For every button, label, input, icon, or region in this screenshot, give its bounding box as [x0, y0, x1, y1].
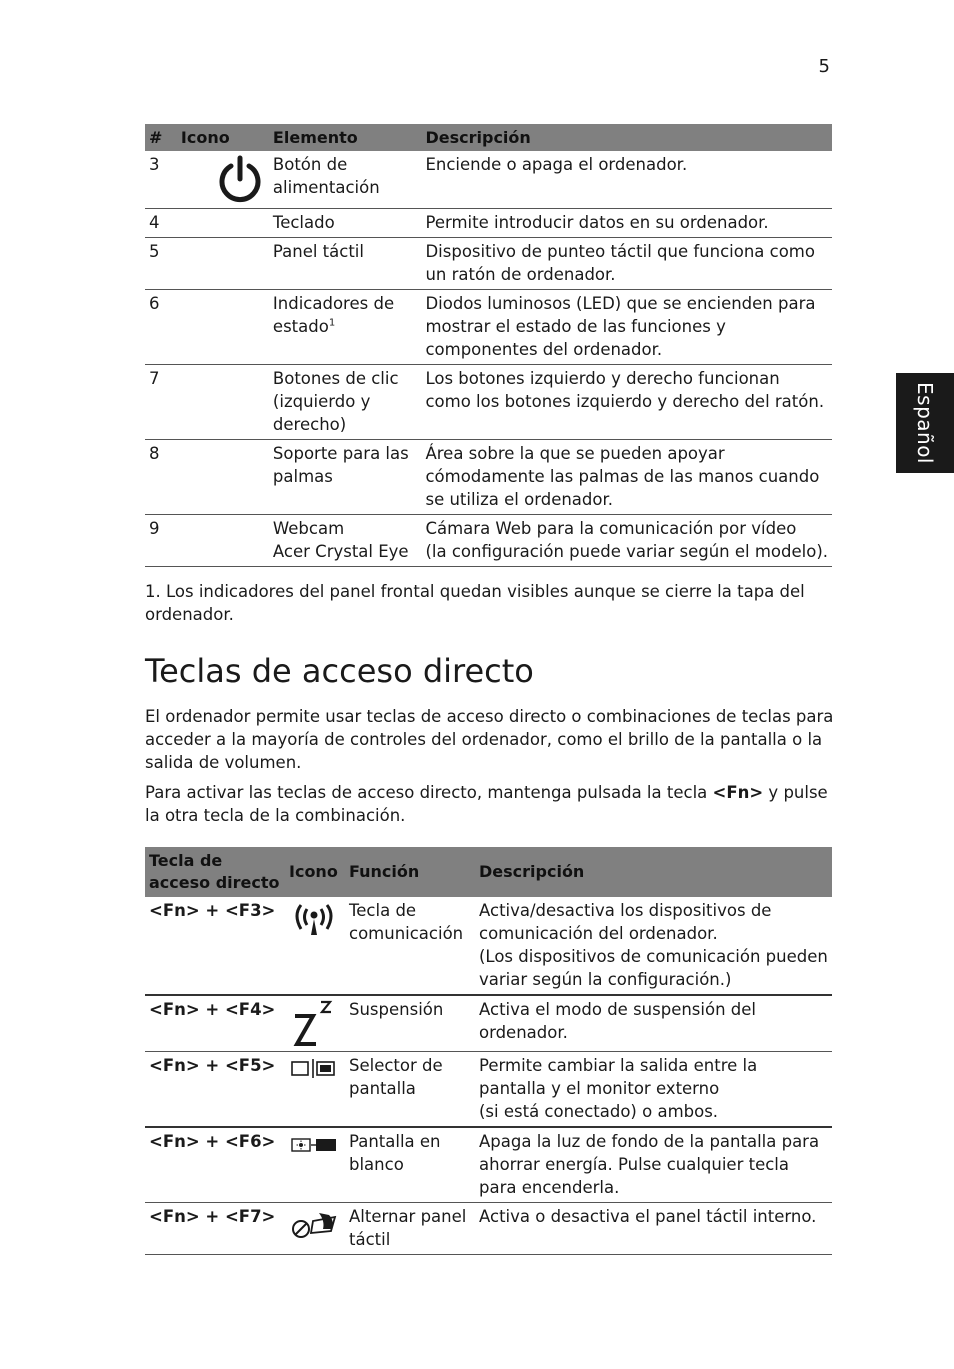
row-icon-cell: [177, 238, 269, 290]
header-function: Función: [345, 847, 475, 897]
row-element: [269, 515, 422, 567]
row-description-line: (si está conectado) o ambos.: [479, 1102, 719, 1121]
row-icon-cell: [177, 151, 269, 209]
table-row: [145, 290, 832, 365]
row-element: Panel táctil: [269, 238, 422, 290]
row-icon-cell: [177, 515, 269, 567]
footnote: 1. Los indicadores del panel frontal quedan visibles aunque se cierre la tapa del ordenador.: [145, 582, 805, 624]
row-description: [475, 1052, 832, 1128]
row-description-line: (la configuración puede variar según el modelo).: [425, 542, 828, 561]
header-element: Elemento: [269, 124, 422, 151]
row-function: Pantalla en blanco: [345, 1127, 475, 1203]
row-description: [475, 897, 832, 995]
row-function: Tecla de comunicación: [345, 897, 475, 995]
table-row: [145, 151, 832, 209]
hotkeys-table-header: [145, 847, 832, 897]
table-row: [145, 995, 832, 1052]
row-description: Activa el modo de suspensión del ordenador.: [475, 995, 832, 1052]
table-row: [145, 209, 832, 238]
row-icon-cell: [285, 995, 345, 1052]
section-title: Teclas de acceso directo: [145, 652, 534, 690]
language-tab: [896, 373, 954, 473]
header-description: Descripción: [421, 124, 832, 151]
row-element: Teclado: [269, 209, 422, 238]
display-toggle-icon: [289, 1054, 339, 1084]
language-tab-label: Español: [913, 382, 937, 464]
row-num: 8: [145, 440, 177, 515]
row-icon-cell: [177, 440, 269, 515]
sleep-icon: [289, 998, 339, 1048]
fn-key: <Fn>: [712, 783, 764, 802]
row-icon-cell: [285, 897, 345, 995]
row-key: <Fn> + <F5>: [145, 1052, 285, 1128]
components-table: [145, 124, 832, 567]
touchpad-toggle-icon: [289, 1205, 339, 1245]
row-description-line: Cámara Web para la comunicación por vídeo: [425, 519, 797, 538]
hotkeys-table: [145, 847, 832, 1255]
row-icon-cell: [285, 1127, 345, 1203]
row-num: 7: [145, 365, 177, 440]
instruction-paragraph: [145, 781, 835, 827]
table-row: [145, 1052, 832, 1128]
row-description: Enciende o apaga el ordenador.: [421, 151, 832, 209]
table-row: [145, 238, 832, 290]
row-description: Activa o desactiva el panel táctil interno.: [475, 1203, 832, 1255]
table-row: [145, 1127, 832, 1203]
row-key: <Fn> + <F3>: [145, 897, 285, 995]
intro-paragraph: El ordenador permite usar teclas de acceso directo o combinaciones de teclas para acceder a la mayoría de controles del ordenador, como el brillo de la pantalla o la salida de volumen.: [145, 707, 834, 772]
row-description: Los botones izquierdo y derecho funcionan como los botones izquierdo y derecho del ratón.: [421, 365, 832, 440]
row-icon-cell: [177, 365, 269, 440]
row-element: Botón de alimentación: [269, 151, 422, 209]
row-num: 6: [145, 290, 177, 365]
header-description: Descripción: [475, 847, 832, 897]
header-icon: Icono: [285, 847, 345, 897]
row-num: 9: [145, 515, 177, 567]
row-description: Permite introducir datos en su ordenador.: [421, 209, 832, 238]
row-function: Alternar panel táctil: [345, 1203, 475, 1255]
row-description-line: Activa/desactiva los dispositivos de comunicación del ordenador.: [479, 901, 772, 943]
row-description-line: (Los dispositivos de comunicación pueden variar según la configuración.): [479, 947, 828, 989]
screen-blank-icon: [289, 1130, 339, 1160]
header-icon: Icono: [177, 124, 269, 151]
row-description: Dispositivo de punteo táctil que funciona como un ratón de ordenador.: [421, 238, 832, 290]
row-description: Apaga la luz de fondo de la pantalla para ahorrar energía. Pulse cualquier tecla para encenderla.: [475, 1127, 832, 1203]
row-key: <Fn> + <F6>: [145, 1127, 285, 1203]
instruction-text: y pulse la otra tecla de la combinación.: [145, 783, 828, 825]
row-description: [421, 515, 832, 567]
row-function: Suspensión: [345, 995, 475, 1052]
row-num: 4: [145, 209, 177, 238]
row-key: <Fn> + <F4>: [145, 995, 285, 1052]
header-key: Tecla de acceso directo: [145, 847, 285, 897]
row-icon-cell: [285, 1052, 345, 1128]
table-row: [145, 365, 832, 440]
footnote-marker: 1: [328, 317, 336, 329]
row-element: [269, 290, 422, 365]
row-num: 3: [145, 151, 177, 209]
row-element-line: Acer Crystal Eye: [272, 542, 409, 561]
row-element-text: Indicadores de estado: [272, 294, 395, 336]
row-element: Botones de clic (izquierdo y derecho): [269, 365, 422, 440]
table-row: [145, 440, 832, 515]
row-description: Área sobre la que se pueden apoyar cómodamente las palmas de las manos cuando se utiliza el ordenador.: [421, 440, 832, 515]
table-row: [145, 1203, 832, 1255]
components-table-header: [145, 124, 832, 151]
row-num: 5: [145, 238, 177, 290]
instruction-text: Para activar las teclas de acceso directo, mantenga pulsada la tecla: [145, 783, 713, 802]
row-element-line: Webcam: [272, 519, 345, 538]
row-function: Selector de pantalla: [345, 1052, 475, 1128]
table-row: [145, 897, 832, 995]
table-row: [145, 515, 832, 567]
page-number: 5: [818, 56, 830, 77]
header-num: #: [145, 124, 177, 151]
power-icon: [215, 155, 265, 205]
row-description-line: Permite cambiar la salida entre la pantalla y el monitor externo: [479, 1056, 758, 1098]
wireless-communication-icon: [289, 899, 339, 939]
row-icon-cell: [177, 209, 269, 238]
row-icon-cell: [285, 1203, 345, 1255]
row-element: Soporte para las palmas: [269, 440, 422, 515]
row-icon-cell: [177, 290, 269, 365]
row-description: Diodos luminosos (LED) que se encienden para mostrar el estado de las funciones y componentes del ordenador.: [421, 290, 832, 365]
row-key: <Fn> + <F7>: [145, 1203, 285, 1255]
